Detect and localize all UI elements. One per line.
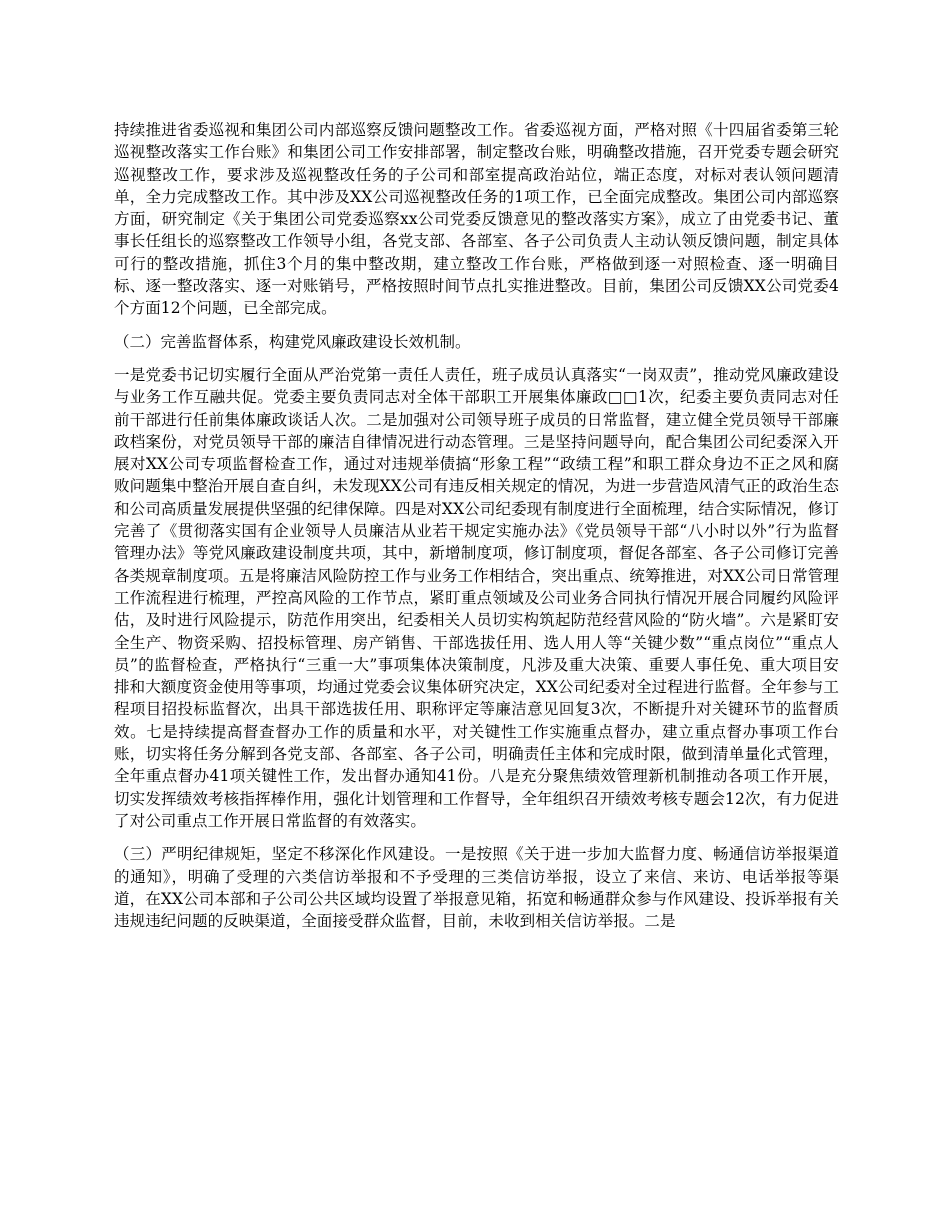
paragraph-inspection-rectification: 持续推进省委巡视和集团公司内部巡察反馈问题整改工作。省委巡视方面，严格对照《十四届省委第三轮巡视整改落实工作台账》和集团公司工作安排部署，制定整改台账，明确整改措施，召开党委专题会研究巡视整改工作，要求涉及巡视整改任务的子公司和部室提高政治站位，端正态度，对标对表认领问题清单，全力完成整改工作。其中涉及XX公司巡视整改任务的1项工作，已全面完成整改。集团公司内部巡察方面，研究制定《关于集团公司党委巡察xx公司党委反馈意见的整改落实方案》，成立了由党委书记、董事长任组长的巡察整改工作领导小组，各党支部、各部室、各子公司负责人主动认领反馈问题，制定具体可行的整改措施，抓住3个月的集中整改期，建立整改工作台账，严格做到逐一对照检查、逐一明确目标、逐一整改落实、逐一对账销号，严格按照时间节点扎实推进整改。目前，集团公司反馈XX公司党委4个方面12个问题，已全部完成。 [114,121,839,318]
paragraph-supervision-details: 一是党委书记切实履行全面从严治党第一责任人责任，班子成员认真落实“一岗双责”，推动党风廉政建设与业务工作互融共促。党委主要负责同志对全体干部职工开展集体廉政□□1次，纪委主要负责同志对任前干部进行任前集体廉政谈话人次。二是加强对公司领导班子成员的日常监督，建立健全党员领导干部廉政档案份，对党员领导干部的廉洁自律情况进行动态管理。三是坚持问题导向，配合集团公司纪委深入开展对XX公司专项监督检查工作，通过对违规举债搞“形象工程”“政绩工程”和职工群众身边不正之风和腐败问题集中整治开展自查自纠，未发现XX公司有违反相关规定的情况，为进一步营造风清气正的政治生态和公司高质量发展提供坚强的纪律保障。四是对XX公司纪委现有制度进行全面梳理，结合实际情况，修订完善了《贯彻落实国有企业领导人员廉洁从业若干规定实施办法》《党员领导干部“八小时以外”行为监督管理办法》等党风廉政建设制度共项，其中，新增制度项，修订制度项，督促各部室、各子公司修订完善各类规章制度项。五是将廉洁风险防控工作与业务工作相结合，突出重点、统筹推进，对XX公司日常管理工作流程进行梳理，严控高风险的工作节点，紧盯重点领域及公司业务合同执行情况开展合同履约风险评估，及时进行风险提示，防范作用突出，纪委相关人员切实构筑起防范经营风险的“防火墙”。六是紧盯安全生产、物资采购、招投标管理、房产销售、干部选拔任用、选人用人等“关键少数”“重点岗位”“重点人员”的监督检查，严格执行“三重一大”事项集体决策制度，凡涉及重大决策、重要人事任免、重大项目安排和大额度资金使用等事项，均通过党委会议集体研究决定，XX公司纪委对全过程进行监督。全年参与工程项目招投标监督次，出具干部选拔任用、职称评定等廉洁意见回复3次，不断提升对关键环节的监督质效。七是持续提高督查督办工作的质量和水平，对关键性工作实施重点督办，建立重点督办事项工作台账，切实将任务分解到各党支部、各部室、各子公司，明确责任主体和完成时限，做到清单量化式管理，全年重点督办41项关键性工作，发出督办通知41份。八是充分聚焦绩效管理新机制推动各项工作开展，切实发挥绩效考核指挥棒作用，强化计划管理和工作督导，全年组织召开绩效考核专题会12次，有力促进了对公司重点工作开展日常监督的有效落实。 [114,365,839,830]
paragraph-gap [114,832,839,843]
document-page [114,119,839,932]
paragraph-discipline-rules: （三）严明纪律规矩，坚定不移深化作风建设。一是按照《关于进一步加大监督力度、畅通信访举报渠道的通知》，明确了受理的六类信访举报和不予受理的三类信访举报，设立了来信、来访、电话举报等渠道，在XX公司本部和子公司公共区域均设置了举报意见箱，拓宽和畅通群众参与作风建设、投诉举报有关违规违纪问题的反映渠道，全面接受群众监督，目前，未收到相关信访举报。二是 [114,845,839,931]
paragraph-gap [114,353,839,364]
section-heading-supervision-system: （二）完善监督体系，构建党风廉政建设长效机制。 [114,332,471,351]
paragraph-gap [114,320,839,331]
